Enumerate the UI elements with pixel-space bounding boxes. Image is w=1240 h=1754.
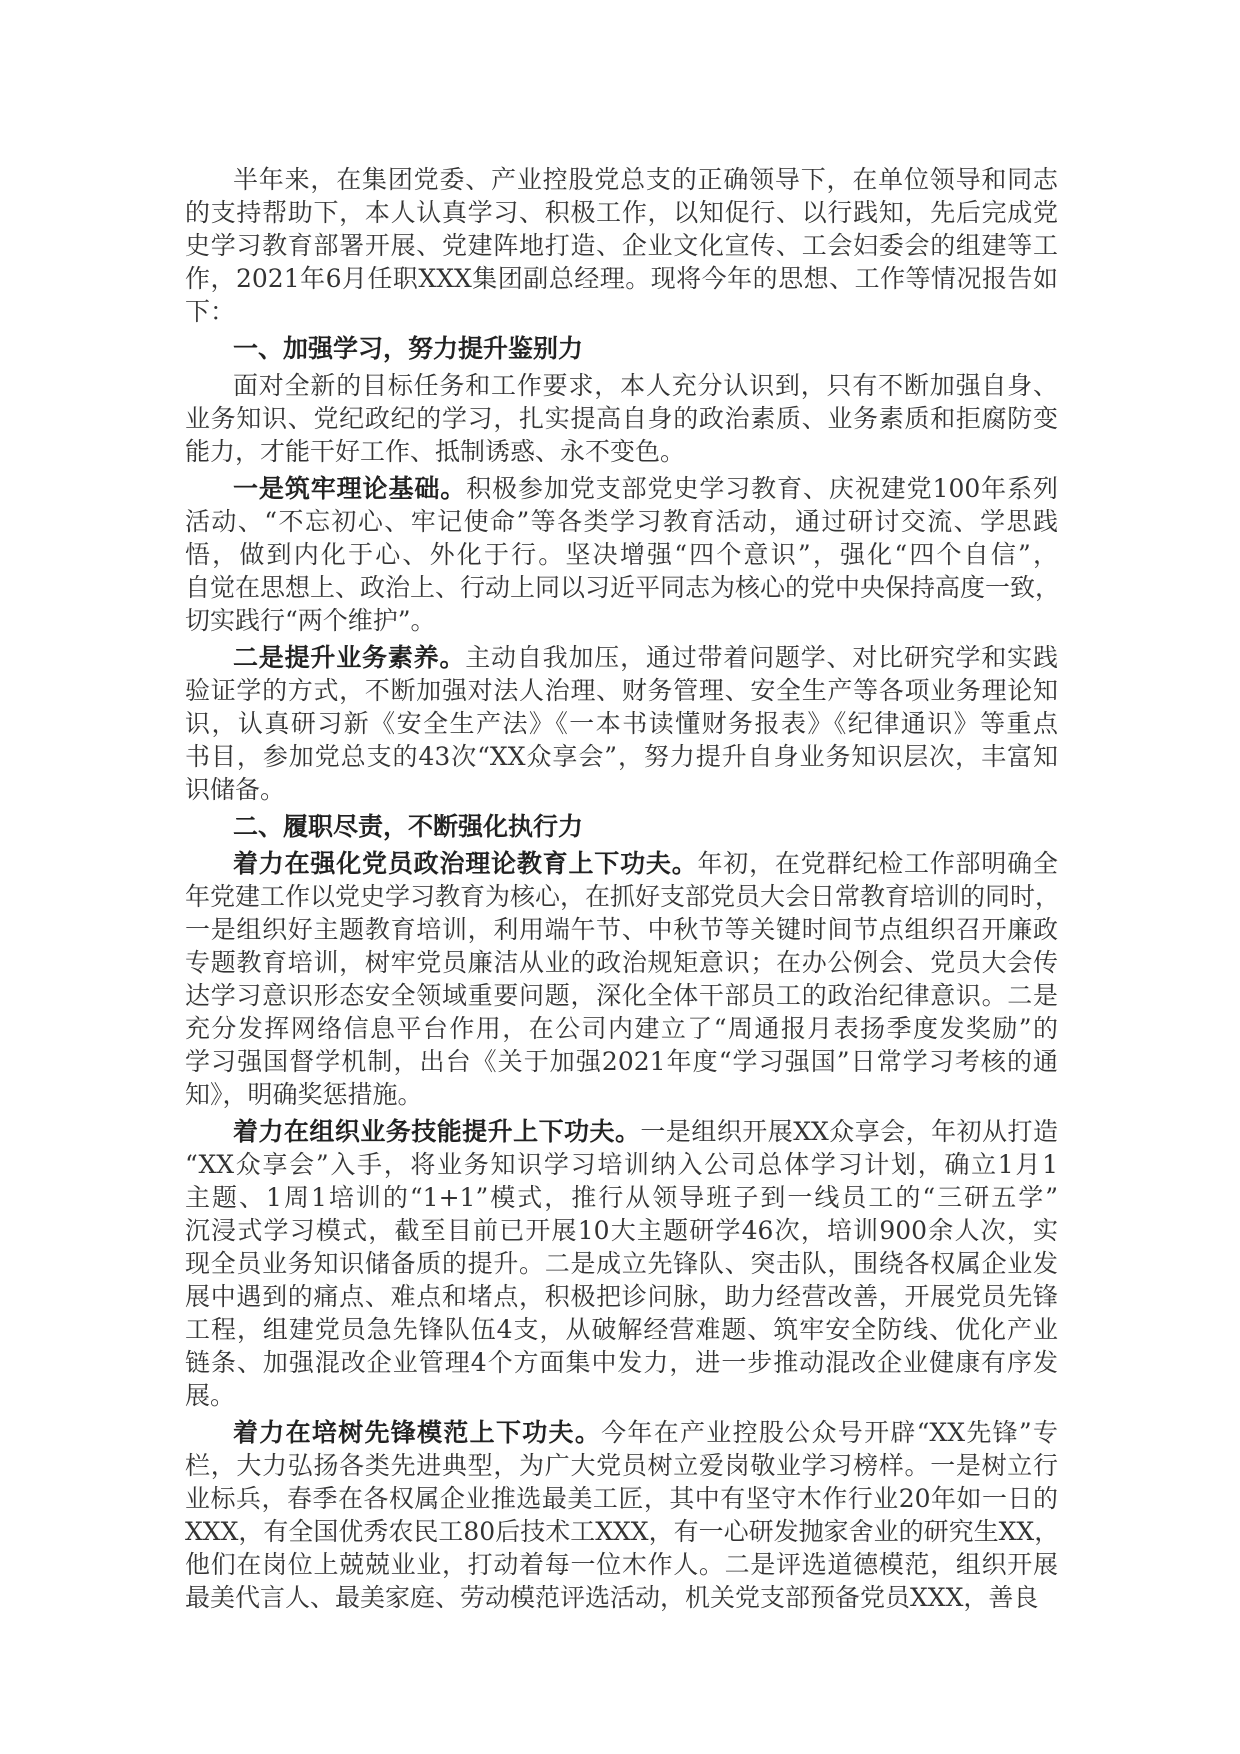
text-line [185, 1012, 1058, 1045]
line-text: 工程，组建党员急先锋队伍4支，从破解经营难题、筑牢安全防线、优化产业 [185, 1315, 1058, 1344]
paragraph [185, 163, 1058, 328]
line-text: 面对全新的目标任务和工作要求，本人充分认识到，只有不断加强自身、 [233, 371, 1058, 400]
text-line [185, 1115, 1058, 1148]
text-line [185, 402, 1058, 435]
line-text: 充分发挥网络信息平台作用，在公司内建立了“周通报月表扬季度发奖励”的 [185, 1014, 1058, 1043]
text-line [185, 262, 1058, 295]
text-line [185, 435, 1058, 468]
text-line [185, 847, 1058, 880]
text-line [185, 740, 1058, 773]
line-text: 半年来，在集团党委、产业控股党总支的正确领导下，在单位领导和同志 [233, 165, 1058, 194]
text-line [185, 674, 1058, 707]
section-heading [185, 332, 1058, 365]
paragraph [185, 472, 1061, 637]
text-line [185, 1148, 1058, 1181]
line-text: 识，认真研习新《安全生产法》《一本书读懂财务报表》《纪律通识》等重点 [185, 709, 1058, 738]
line-text: 达学习意识形态安全领域重要问题，深化全体干部员工的政治纪律意识。二是 [185, 981, 1058, 1010]
line-text: 一是组织好主题教育培训，利用端午节、中秋节等关键时间节点组织召开廉政 [185, 915, 1058, 944]
heading-text [185, 332, 1058, 365]
bold-lead: 着力在组织业务技能提升上下功夫。 [233, 1117, 641, 1146]
line-text: 自觉在思想上、政治上、行动上同以习近平同志为核心的党中央保持高度一致， [185, 573, 1061, 602]
heading-text [185, 810, 1058, 843]
line-text: 积极参加党支部党史学习教育、庆祝建党100年系列 [466, 474, 1058, 503]
text-line [185, 295, 1058, 328]
text-line [185, 505, 1058, 538]
line-text: 专题教育培训，树牢党员廉洁从业的政治规矩意识；在办公例会、党员大会传 [185, 948, 1058, 977]
line-text: 他们在岗位上兢兢业业，打动着每一位木作人。二是评选道德模范，组织开展 [185, 1550, 1058, 1579]
text-line [185, 707, 1058, 740]
text-line [185, 773, 1058, 806]
paragraph [185, 1115, 1058, 1412]
line-text: 栏，大力弘扬各类先进典型，为广大党员树立爱岗敬业学习榜样。一是树立行 [185, 1451, 1058, 1480]
text-line [185, 1078, 1058, 1111]
text-line [185, 1346, 1058, 1379]
text-line [185, 880, 1061, 913]
line-text: 年党建工作以党史学习教育为核心，在抓好支部党员大会日常教育培训的同时， [185, 882, 1061, 911]
paragraph [185, 1416, 1058, 1614]
text-line [185, 1045, 1058, 1078]
line-text: 验证学的方式，不断加强对法人治理、财务管理、安全生产等各项业务理论知 [185, 676, 1058, 705]
text-line [185, 538, 1058, 571]
paragraph [185, 847, 1061, 1111]
text-line [185, 472, 1058, 505]
text-line [185, 1416, 1058, 1449]
line-text: 学习强国督学机制，出台《关于加强2021年度“学习强国”日常学习考核的通 [185, 1047, 1058, 1076]
text-line [185, 1214, 1058, 1247]
line-text: 切实践行“两个维护”。 [185, 606, 436, 635]
line-text: 的支持帮助下，本人认真学习、积极工作，以知促行、以行践知，先后完成党 [185, 198, 1058, 227]
text-line [185, 979, 1058, 1012]
bold-lead: 着力在培树先锋模范上下功夫。 [233, 1418, 602, 1447]
text-line [185, 1482, 1058, 1515]
line-text: 活动、“不忘初心、牢记使命”等各类学习教育活动，通过研讨交流、学思践 [185, 507, 1058, 536]
line-text: 业务知识、党纪政纪的学习，扎实提高自身的政治素质、业务素质和拒腐防变 [185, 404, 1058, 433]
line-text: 一、加强学习，努力提升鉴别力 [233, 334, 584, 363]
line-text: 一是组织开展XX众享会，年初从打造 [640, 1117, 1058, 1146]
document-page [185, 163, 1061, 1614]
text-line [185, 571, 1061, 604]
bold-lead: 一是筑牢理论基础。 [233, 474, 467, 503]
text-line [185, 604, 1058, 637]
paragraph [185, 641, 1058, 806]
text-line [185, 1548, 1058, 1581]
text-line [185, 196, 1058, 229]
text-line [185, 913, 1058, 946]
line-text: 二、履职尽责，不断强化执行力 [233, 812, 584, 841]
line-text: 业标兵，春季在各权属企业推选最美工匠，其中有坚守木作行业20年如一日的 [185, 1484, 1058, 1513]
line-text: 知》，明确奖惩措施。 [185, 1080, 423, 1109]
line-text: 展中遇到的痛点、难点和堵点，积极把诊问脉，助力经营改善，开展党员先锋 [185, 1282, 1058, 1311]
text-line [185, 641, 1058, 674]
text-line [185, 1449, 1058, 1482]
line-text: 史学习教育部署开展、党建阵地打造、企业文化宣传、工会妇委会的组建等工 [185, 231, 1058, 260]
line-text: 主动自我加压，通过带着问题学、对比研究学和实践 [465, 643, 1058, 672]
line-text: 下： [185, 297, 236, 326]
line-text: 链条、加强混改企业管理4个方面集中发力，进一步推动混改企业健康有序发 [185, 1348, 1058, 1377]
text-line [185, 1247, 1058, 1280]
line-text: 最美代言人、最美家庭、劳动模范评选活动，机关党支部预备党员XXX，善良 [185, 1583, 1039, 1612]
line-text: 悟，做到内化于心、外化于行。坚决增强“四个意识”，强化“四个自信”， [185, 540, 1058, 569]
line-text: 展。 [185, 1381, 236, 1410]
line-text: XXX，有全国优秀农民工80后技术工XXX，有一心研发抛家舍业的研究生XX， [185, 1517, 1060, 1546]
text-line [185, 1280, 1058, 1313]
paragraph [185, 369, 1058, 468]
line-text: “XX众享会”入手，将业务知识学习培训纳入公司总体学习计划，确立1月1 [185, 1150, 1058, 1179]
text-line [185, 1515, 1058, 1548]
text-line [185, 1581, 1058, 1614]
text-line [185, 163, 1058, 196]
line-text: 能力，才能干好工作、抵制诱惑、永不变色。 [185, 437, 686, 466]
line-text: 主题、1周1培训的“1+1”模式，推行从领导班子到一线员工的“三研五学” [185, 1183, 1058, 1212]
text-line [185, 1313, 1058, 1346]
text-line [185, 369, 1058, 402]
bold-lead: 着力在强化党员政治理论教育上下功夫。 [233, 849, 698, 878]
line-text: 现全员业务知识储备质的提升。二是成立先锋队、突击队，围绕各权属企业发 [185, 1249, 1058, 1278]
text-line [185, 1181, 1058, 1214]
line-text: 今年在产业控股公众号开辟“XX先锋”专 [601, 1418, 1058, 1447]
line-text: 年初，在党群纪检工作部明确全 [697, 849, 1058, 878]
line-text: 作，2021年6月任职XXX集团副总经理。现将今年的思想、工作等情况报告如 [185, 264, 1058, 293]
line-text: 识储备。 [185, 775, 286, 804]
text-line [185, 1379, 1058, 1412]
line-text: 书目，参加党总支的43次“XX众享会”，努力提升自身业务知识层次，丰富知 [185, 742, 1058, 771]
text-line [185, 946, 1058, 979]
line-text: 沉浸式学习模式，截至目前已开展10大主题研学46次，培训900余人次，实 [185, 1216, 1058, 1245]
bold-lead: 二是提升业务素养。 [233, 643, 466, 672]
text-line [185, 229, 1058, 262]
section-heading [185, 810, 1058, 843]
